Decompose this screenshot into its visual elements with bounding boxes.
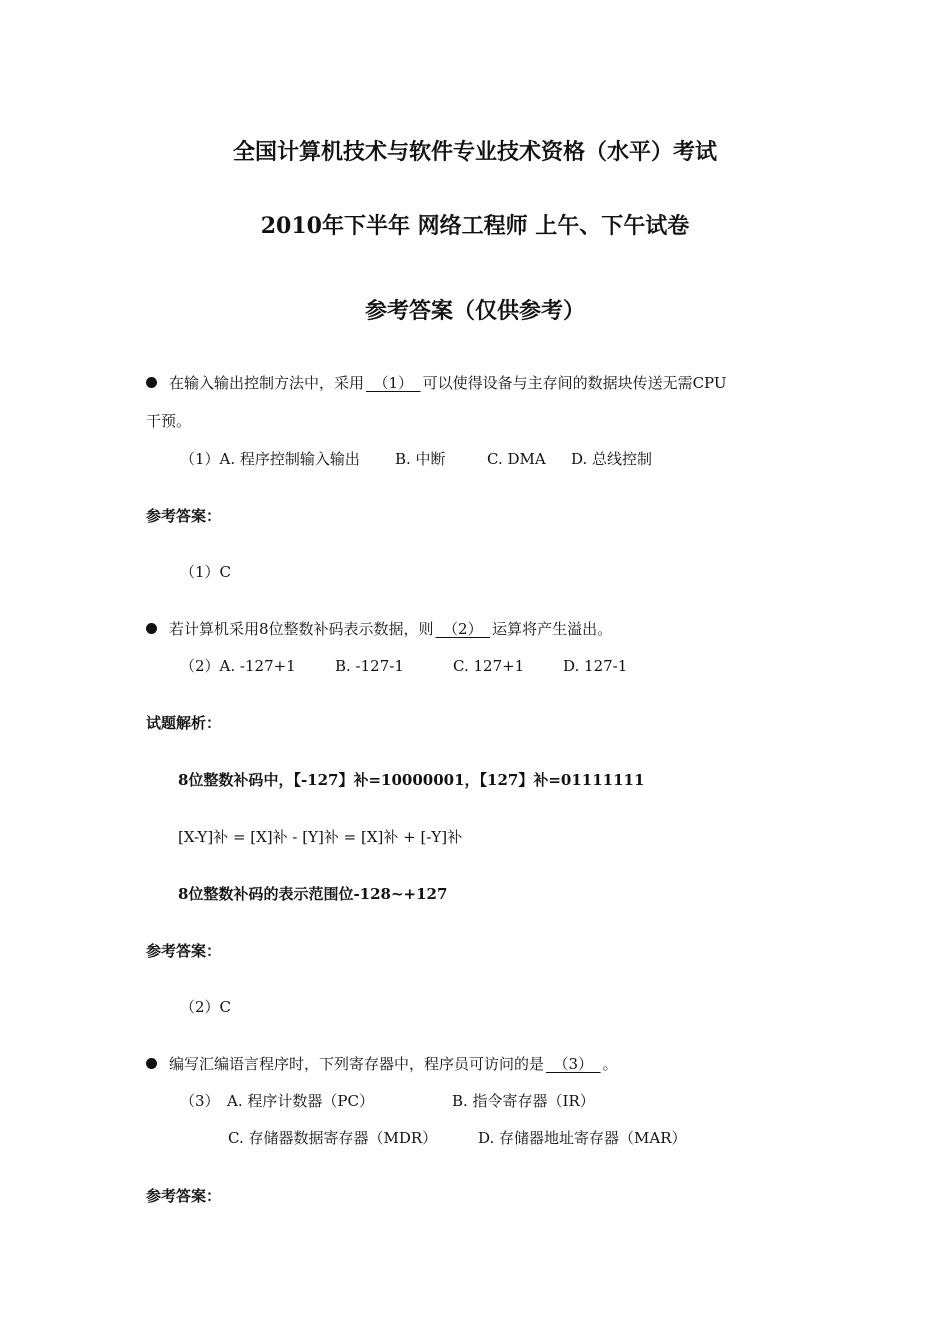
question-3: 编写汇编语言程序时，下列寄存器中，程序员可访问的是 （3） 。	[146, 1054, 618, 1074]
option-c: C. 127+1	[453, 657, 525, 675]
question-1-continued: 干预。	[146, 412, 192, 430]
question-1-options	[180, 449, 652, 469]
option-d: D. 总线控制	[571, 450, 653, 468]
question-3-options-row-2	[228, 1128, 687, 1148]
question-3-options-row-1	[180, 1091, 595, 1111]
analysis-line-1: 8位整数补码中，【-127】补=10000001，【127】补=01111111	[178, 771, 645, 789]
exam-title: 全国计算机技术与软件专业技术资格（水平）考试	[232, 139, 717, 165]
answer-label-1: 参考答案：	[146, 507, 222, 525]
option-a: （1）A. 程序控制输入输出	[180, 450, 360, 468]
option-a: （3） A. 程序计数器（PC）	[180, 1092, 374, 1110]
bullet-icon	[146, 1058, 157, 1069]
blank-3: （3）	[546, 1055, 601, 1073]
answer-2: （2）C	[180, 998, 232, 1016]
option-b: B. 中断	[395, 450, 446, 468]
blank-2: （2）	[435, 620, 491, 638]
option-a: （2）A. -127+1	[180, 657, 296, 675]
analysis-line-2: [X-Y]补 = [X]补 - [Y]补 = [X]补 + [-Y]补	[178, 828, 463, 846]
bullet-icon	[146, 377, 157, 388]
bullet-icon	[146, 623, 157, 634]
answer-label-3: 参考答案：	[146, 1187, 222, 1205]
option-b: B. -127-1	[335, 657, 404, 675]
answer-title: 参考答案（仅供参考）	[364, 298, 585, 324]
blank-1: （1）	[366, 374, 421, 392]
option-c: C. DMA	[487, 450, 546, 468]
paper-title: 2010年下半年 网络工程师 上午、下午试卷	[260, 213, 690, 239]
question-2: 若计算机采用8位整数补码表示数据，则 （2） 运算将产生溢出。	[146, 619, 612, 639]
answer-label-2: 参考答案：	[146, 942, 222, 960]
option-b: B. 指令寄存器（IR）	[452, 1092, 595, 1110]
option-d: D. 存储器地址寄存器（MAR）	[478, 1129, 687, 1147]
question-2-options	[180, 656, 627, 676]
option-c: C. 存储器数据寄存器（MDR）	[228, 1129, 438, 1147]
analysis-label: 试题解析：	[146, 714, 222, 732]
option-d: D. 127-1	[563, 657, 628, 675]
question-1: 在输入输出控制方法中，采用 （1） 可以使得设备与主存间的数据块传送无需CPU	[146, 373, 727, 393]
analysis-line-3: 8位整数补码的表示范围位-128~+127	[178, 885, 448, 903]
answer-1: （1）C	[180, 563, 232, 581]
